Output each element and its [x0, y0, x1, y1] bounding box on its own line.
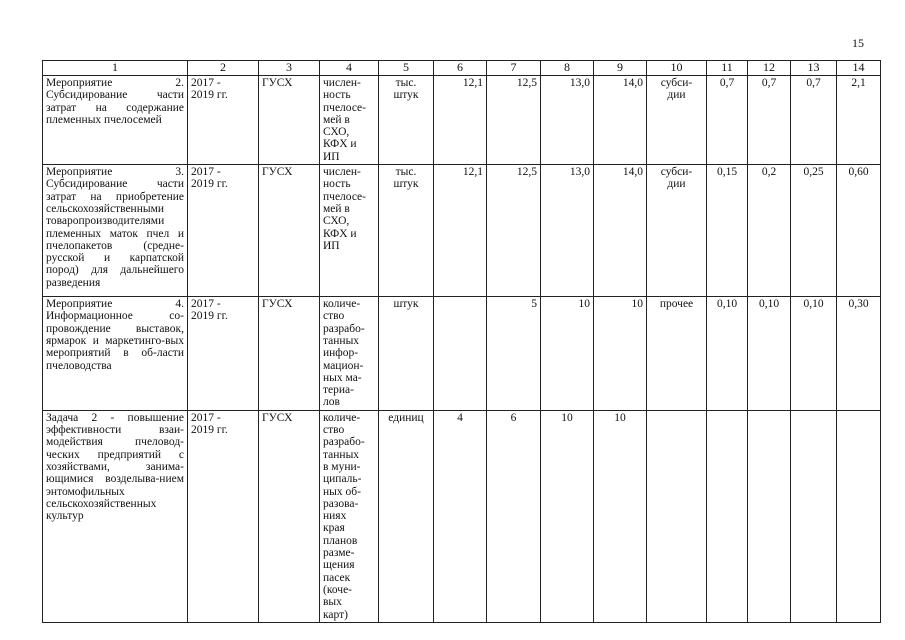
funding-source-cell: субси- дии [647, 76, 707, 165]
value-cell: 2,1 [837, 76, 881, 165]
value-cell: 14,0 [594, 165, 647, 297]
table-row [43, 297, 881, 411]
value-cell [748, 410, 791, 622]
header-cell: 10 [647, 61, 707, 76]
executor-cell: ГУСХ [259, 165, 320, 297]
value-cell: 10 [541, 297, 594, 411]
value-cell: 0,15 [707, 165, 748, 297]
value-cell [434, 297, 487, 411]
header-cell: 13 [791, 61, 837, 76]
value-cell: 13,0 [541, 76, 594, 165]
unit-cell: единиц [379, 410, 434, 622]
indicator-cell: числен- ность пчелосе- мей в СХО, КФХ и ИП [320, 76, 379, 165]
header-cell: 11 [707, 61, 748, 76]
table-row [43, 410, 881, 622]
header-cell: 8 [541, 61, 594, 76]
activity-name: Мероприятие 4. Информационное со-провождение выставок, ярмарок и маркетинго-вых мероприятий в об-ласти пчеловодства [43, 297, 188, 411]
funding-source-cell: субси- дии [647, 165, 707, 297]
period-cell: 2017 - 2019 гг. [188, 76, 259, 165]
header-cell: 1 [43, 61, 188, 76]
header-cell: 2 [188, 61, 259, 76]
executor-cell: ГУСХ [259, 76, 320, 165]
unit-cell: тыс. штук [379, 165, 434, 297]
unit-cell: штук [379, 297, 434, 411]
value-cell [707, 410, 748, 622]
value-cell: 10 [594, 297, 647, 411]
page-number: 15 [852, 36, 864, 50]
table-row [43, 76, 881, 165]
funding-source-cell [647, 410, 707, 622]
value-cell: 0,25 [791, 165, 837, 297]
activity-name: Мероприятие 2. Субсидирование части затрат на содержание племенных пчелосемей [43, 76, 188, 165]
period-cell: 2017 - 2019 гг. [188, 297, 259, 411]
period-cell: 2017 - 2019 гг. [188, 410, 259, 622]
value-cell: 10 [594, 410, 647, 622]
value-cell: 14,0 [594, 76, 647, 165]
value-cell: 12,1 [434, 165, 487, 297]
header-cell: 14 [837, 61, 881, 76]
value-cell: 5 [487, 297, 541, 411]
indicator-cell: количе- ство разрабо- танных инфор- мацион- ных ма- териа- лов [320, 297, 379, 411]
activity-name: Мероприятие 3. Субсидирование части затрат на приобретение сельскохозяйственными товаропроизводителями племенных маток пчел и пчелопакетов (средне-русской и карпатской пород) для дальнейшего разведения [43, 165, 188, 297]
unit-cell: тыс. штук [379, 76, 434, 165]
value-cell: 13,0 [541, 165, 594, 297]
header-row [43, 61, 881, 76]
value-cell: 12,5 [487, 76, 541, 165]
header-cell: 5 [379, 61, 434, 76]
value-cell: 0,30 [837, 297, 881, 411]
header-cell: 3 [259, 61, 320, 76]
value-cell: 0,10 [748, 297, 791, 411]
funding-source-cell: прочее [647, 297, 707, 411]
indicator-cell: количе- ство разрабо- танных в муни- ципаль- ных об- разова- ниях края планов разме- щения пасек (коче- вых карт) [320, 410, 379, 622]
period-cell: 2017 - 2019 гг. [188, 165, 259, 297]
value-cell: 0,7 [707, 76, 748, 165]
value-cell: 10 [541, 410, 594, 622]
value-cell: 0,60 [837, 165, 881, 297]
value-cell: 0,7 [748, 76, 791, 165]
program-table [42, 60, 881, 623]
value-cell: 4 [434, 410, 487, 622]
value-cell: 0,2 [748, 165, 791, 297]
value-cell [791, 410, 837, 622]
table-row [43, 165, 881, 297]
value-cell: 0,10 [707, 297, 748, 411]
value-cell [837, 410, 881, 622]
value-cell: 0,10 [791, 297, 837, 411]
executor-cell: ГУСХ [259, 297, 320, 411]
header-cell: 4 [320, 61, 379, 76]
value-cell: 12,5 [487, 165, 541, 297]
task-name: Задача 2 - повышение эффективности взаи-модействия пчеловод-ческих предприятий с хозяйствами, занима-ющимися возделыва-нием энтомофильных сельскохозяйственных культур [43, 410, 188, 622]
executor-cell: ГУСХ [259, 410, 320, 622]
value-cell: 0,7 [791, 76, 837, 165]
value-cell: 6 [487, 410, 541, 622]
header-cell: 7 [487, 61, 541, 76]
header-cell: 9 [594, 61, 647, 76]
header-cell: 12 [748, 61, 791, 76]
header-cell: 6 [434, 61, 487, 76]
indicator-cell: числен- ность пчелосе- мей в СХО, КФХ и ИП [320, 165, 379, 297]
value-cell: 12,1 [434, 76, 487, 165]
